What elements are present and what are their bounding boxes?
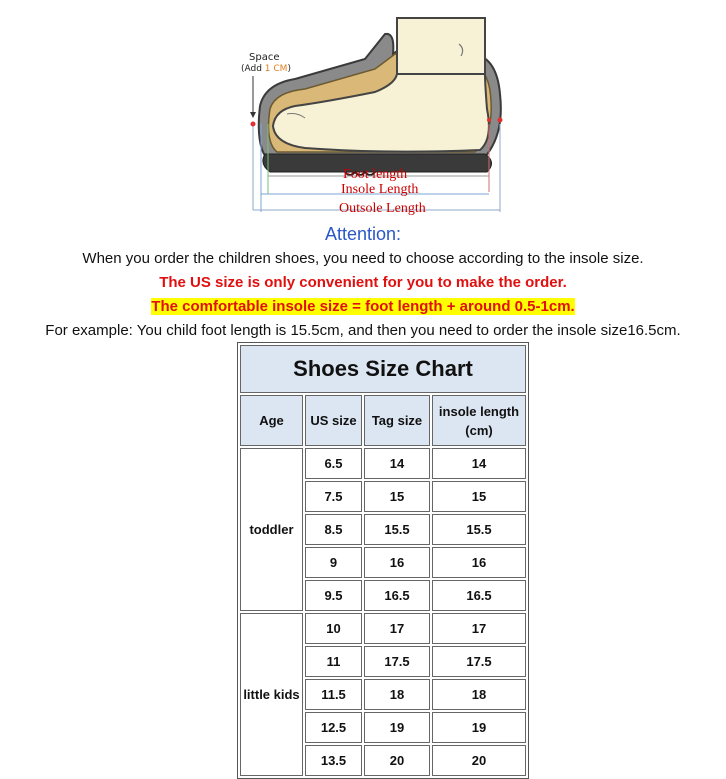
add-suffix: ) [287,64,291,74]
table-row [240,613,526,644]
insole-length-cell: 16 [432,547,526,578]
tag-size-cell: 15 [364,481,430,512]
shoe-size-diagram [235,14,515,224]
tag-size-cell: 14 [364,448,430,479]
note-line-4: For example: You child foot length is 15.5cm, and then you need to order the insole size16.5cm. [45,322,681,339]
us-size-cell: 12.5 [305,712,362,743]
tag-size-cell: 18 [364,679,430,710]
us-size-cell: 6.5 [305,448,362,479]
us-size-cell: 13.5 [305,745,362,776]
tag-size-cell: 16 [364,547,430,578]
tag-size-cell: 15.5 [364,514,430,545]
foot-length-label: Foot length [343,167,408,182]
us-size-cell: 9.5 [305,580,362,611]
add-prefix: (Add [241,64,265,74]
tag-size-cell: 20 [364,745,430,776]
insole-length-cell: 17 [432,613,526,644]
tag-size-cell: 16.5 [364,580,430,611]
insole-length-label: Insole Length [341,182,419,197]
insole-length-cell: 20 [432,745,526,776]
header-us-size: US size [305,395,362,446]
tag-size-cell: 17 [364,613,430,644]
attention-heading: Attention: [324,224,402,244]
outsole-length-label: Outsole Length [339,201,426,216]
header-insole-line1: insole length [438,403,520,419]
us-size-cell: 9 [305,547,362,578]
us-size-cell: 11.5 [305,679,362,710]
us-size-cell: 11 [305,646,362,677]
size-chart-table [237,342,529,779]
us-size-cell: 7.5 [305,481,362,512]
us-size-cell: 10 [305,613,362,644]
table-row [240,448,526,479]
note-line-2: The US size is only convenient for you to make the order. [159,274,567,291]
age-group-toddler: toddler [240,448,303,611]
add-space-note [241,64,291,74]
age-group-little-kids: little kids [240,613,303,776]
insole-length-cell: 17.5 [432,646,526,677]
tag-size-cell: 17.5 [364,646,430,677]
add-value: 1 CM [264,64,288,74]
table-title: Shoes Size Chart [240,345,526,393]
space-label: Space [249,52,280,63]
insole-length-cell: 15.5 [432,514,526,545]
insole-length-cell: 16.5 [432,580,526,611]
tag-size-cell: 19 [364,712,430,743]
note-line-1: When you order the children shoes, you need to choose according to the insole size. [82,250,644,267]
table-title-row [240,345,526,393]
table-header-row [240,395,526,446]
insole-length-cell: 15 [432,481,526,512]
insole-length-cell: 19 [432,712,526,743]
header-insole-line2: (cm) [465,422,493,438]
header-insole-length [432,395,526,446]
insole-length-cell: 14 [432,448,526,479]
header-tag-size: Tag size [364,395,430,446]
insole-length-cell: 18 [432,679,526,710]
note-line-3: The comfortable insole size = foot length + around 0.5-1cm. [151,298,575,315]
us-size-cell: 8.5 [305,514,362,545]
header-age: Age [240,395,303,446]
note-line-3-wrapper [0,298,726,315]
